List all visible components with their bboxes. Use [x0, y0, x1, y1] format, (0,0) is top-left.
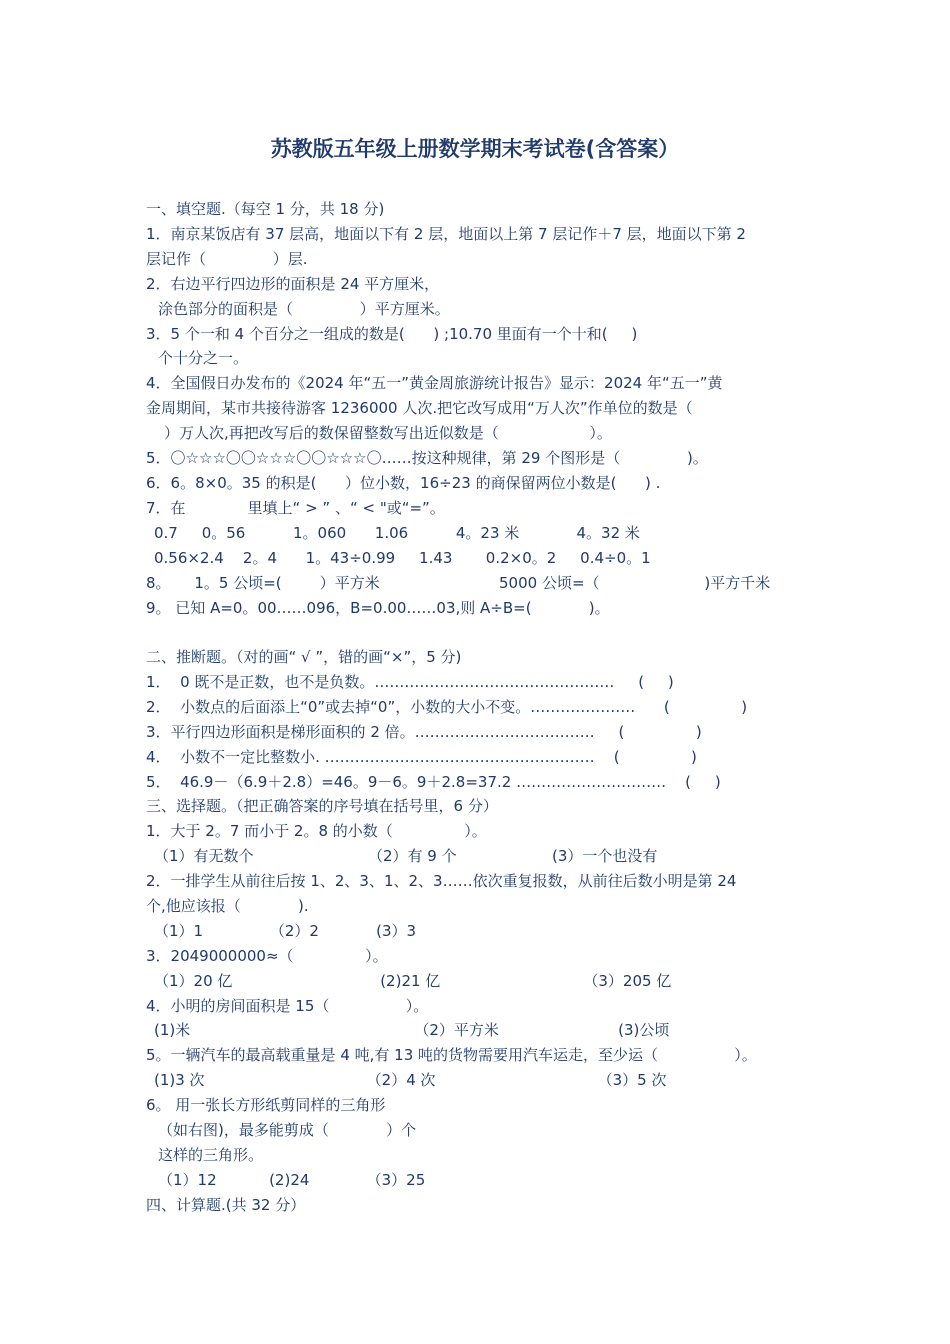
option-row: （1）1 （2）2 (3）3	[154, 922, 417, 940]
option-row: （1）12 (2)24 （3）25	[158, 1171, 426, 1189]
section-heading: 三、选择题。（把正确答案的序号填在括号里，6 分）	[146, 797, 498, 815]
text-line: 个十分之一。	[158, 349, 249, 367]
text-line: 6。 用一张长方形纸剪同样的三角形	[146, 1096, 386, 1114]
text-line: 4．小明的房间面积是 15（ ）。	[146, 997, 429, 1015]
text-line: 5． 46.9－（6.9＋2.8）=46。9－6。9＋2.8=37.2 ………………………… ( )	[146, 773, 721, 791]
option-row: (1)米 （2）平方米 (3)公顷	[154, 1021, 670, 1039]
text-line: 一、填空题.（每空 1 分，共 18 分)	[146, 200, 385, 218]
section-heading: 二、推断题。（对的画“ √ ”，错的画“×”，5 分)	[146, 648, 462, 666]
text-line: 层记作（ ）层.	[146, 250, 308, 268]
text-line: ）万人次,再把改写后的数保留整数写出近似数是（ ）。	[164, 424, 612, 442]
comparison-row: 0.7 0。56 1。060 1.06 4。23 米 4。32 米	[154, 524, 640, 542]
text-line: 1．南京某饭店有 37 层高，地面以下有 2 层，地面以上第 7 层记作＋7 层，地面以下第 2	[146, 225, 746, 243]
comparison-row: 0.56×2.4 2。4 1。43÷0.99 1.43 0.2×0。2 0.4÷0。1	[154, 549, 651, 567]
text-line: 个,他应该报（ ).	[146, 897, 309, 915]
section-heading: 四、计算题.(共 32 分）	[146, 1196, 306, 1214]
option-row: (1)3 次 （2）4 次 （3）5 次	[154, 1071, 667, 1089]
text-line: 涂色部分的面积是（ ）平方厘米。	[158, 300, 450, 318]
text-line: 4．全国假日办发布的《2024 年“五一”黄金周旅游统计报告》显示：2024 年“五一”黄	[146, 374, 723, 392]
text-line: 3．2049000000≈（ ）。	[146, 947, 388, 965]
text-line: 3．平行四边形面积是梯形面积的 2 倍。……………………………… ( )	[146, 723, 702, 741]
text-line: 7．在 里填上“ > ” 、“ < "或“=”。	[146, 499, 445, 517]
text-line: 8。 1。5 公顷=( ）平方米 5000 公顷=（ )平方千米	[146, 574, 771, 592]
text-line: 4． 小数不一定比整数小. ……………………………………………… ( )	[146, 748, 697, 766]
text-line: 这样的三角形。	[158, 1146, 264, 1164]
text-line: 金周期间，某市共接待游客 1236000 人次.把它改写成用“万人次”作单位的数是（	[146, 399, 693, 417]
text-line: 9。 已知 A=0。00……096，B=0.00……03,则 A÷B=( )。	[146, 599, 610, 617]
text-line: 1．大于 2。7 而小于 2。8 的小数（ ）。	[146, 822, 487, 840]
option-row: （1）有无数个 （2）有 9 个 (3）一个也没有	[154, 847, 658, 865]
text-line: 5。一辆汽车的最高载重量是 4 吨,有 13 吨的货物需要用汽车运走，至少运（ ）。	[146, 1046, 757, 1064]
option-row: （1）20 亿 (2)21 亿 （3）205 亿	[154, 972, 672, 990]
document-title: 苏教版五年级上册数学期末考试卷(含答案）	[270, 137, 680, 161]
text-line: （如右图)，最多能剪成（ ）个	[158, 1121, 417, 1139]
text-line: 5．〇☆☆☆〇〇☆☆☆〇〇☆☆☆〇……按这种规律，第 29 个图形是（ )。	[146, 449, 708, 467]
text-line: 1． 0 既不是正数，也不是负数。………………………………………… ( )	[146, 673, 674, 691]
text-line: 2．一排学生从前往后按 1、2、3、1、2、3……依次重复报数，从前往后数小明是第 24	[146, 872, 737, 890]
text-line: 6．6。8×0。35 的积是( ）位小数，16÷23 的商保留两位小数是( ) .	[146, 474, 661, 492]
text-line: 3．5 个一和 4 个百分之一组成的数是( ) ;10.70 里面有一个十和( )	[146, 325, 638, 343]
text-line: 2． 小数点的后面添上“0”或去掉“0”，小数的大小不变。………………… ( )	[146, 698, 748, 716]
text-line: 2．右边平行四边形的面积是 24 平方厘米，	[146, 275, 440, 293]
